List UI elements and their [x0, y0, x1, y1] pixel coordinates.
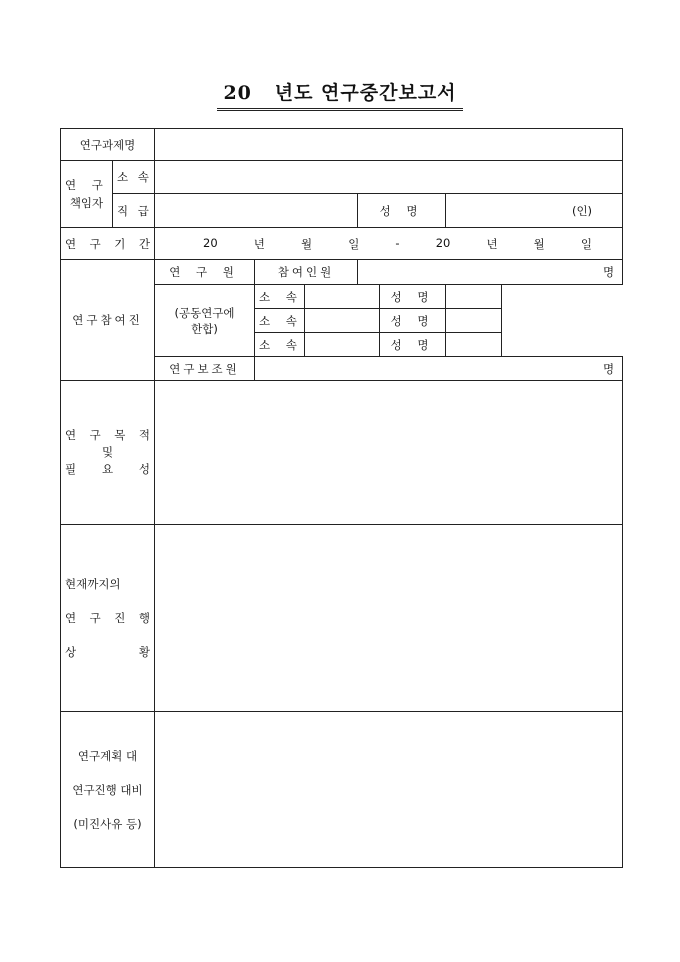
- pi-affiliation-field[interactable]: [155, 161, 623, 194]
- label-participant-count: 참여인원: [255, 260, 358, 285]
- seal-text: (인): [571, 203, 593, 218]
- row-progress: [61, 525, 623, 712]
- label-joint-line2: 한합): [191, 321, 218, 336]
- row-pi-affiliation: [61, 161, 623, 194]
- label-progress-line1: 현재까지의: [65, 577, 121, 591]
- row-plan-comparison: [61, 712, 623, 868]
- label-rank: 직 급: [113, 194, 155, 228]
- label-pi-line2: 책임자: [69, 196, 104, 210]
- period-field[interactable]: [155, 228, 623, 260]
- label-purpose-line2: 및: [101, 445, 114, 459]
- participant-count-unit: 명: [602, 265, 615, 279]
- co-affiliation-field-1[interactable]: [305, 285, 380, 309]
- label-progress-line3: 상 황: [65, 645, 151, 659]
- row-purpose: [61, 381, 623, 525]
- period-start-day-unit: 일: [348, 236, 360, 251]
- purpose-field[interactable]: [155, 381, 623, 525]
- label-project-name: 연구과제명: [61, 129, 155, 161]
- label-co-affiliation-1: 소 속: [255, 285, 305, 309]
- label-pi: [61, 161, 113, 228]
- label-name: 성 명: [358, 194, 446, 228]
- label-co-name-3: 성 명: [380, 333, 446, 357]
- pi-name-field[interactable]: [446, 194, 623, 228]
- row-pi-rank: [61, 194, 623, 228]
- label-progress: [61, 525, 155, 712]
- participant-count-field[interactable]: [358, 260, 623, 285]
- assistant-count-unit: 명: [602, 361, 615, 376]
- label-co-name-1: 성 명: [380, 285, 446, 309]
- label-period: 연 구 기 간: [61, 228, 155, 260]
- label-co-affiliation-3: 소 속: [255, 333, 305, 357]
- title-wrap: [150, 78, 530, 111]
- period-start-month-unit: 월: [300, 236, 313, 251]
- label-plan-line2: 연구진행 대비: [72, 782, 143, 797]
- project-name-field[interactable]: [155, 129, 623, 161]
- period-dash: -: [395, 235, 400, 250]
- label-plan-line1: 연구계획 대: [77, 748, 138, 763]
- period-end-year: 20: [435, 235, 451, 250]
- period-end-day-unit: 일: [580, 236, 592, 251]
- label-purpose: [61, 381, 155, 525]
- label-plan-line3: (미진사유 등): [73, 816, 142, 831]
- label-joint-research: [155, 285, 255, 357]
- co-name-field-3[interactable]: [446, 333, 502, 357]
- assistant-field[interactable]: [255, 357, 623, 381]
- period-start-year-unit: 년: [253, 236, 265, 251]
- label-pi-line1: 연 구: [65, 178, 109, 192]
- period-end-month-unit: 월: [533, 236, 545, 251]
- label-participants: 연구참여진: [61, 260, 155, 381]
- plan-comparison-field[interactable]: [155, 712, 623, 868]
- label-assistant: 연구보조원: [155, 357, 255, 381]
- label-joint-line1: (공동연구에: [174, 305, 235, 320]
- progress-field[interactable]: [155, 525, 623, 712]
- label-purpose-line3: 필 요 성: [65, 462, 151, 476]
- page-title: 20 년도 연구중간보고서: [217, 78, 462, 111]
- report-form: [60, 128, 623, 868]
- pi-rank-field[interactable]: [155, 194, 358, 228]
- label-progress-line2: 연 구 진 행: [65, 611, 151, 625]
- co-name-field-2[interactable]: [446, 309, 502, 333]
- period-end-year-unit: 년: [486, 236, 498, 251]
- label-co-affiliation-2: 소 속: [255, 309, 305, 333]
- row-researcher: [61, 260, 623, 285]
- label-purpose-line1: 연 구 목 적: [65, 428, 151, 442]
- period-start-year: 20: [203, 235, 218, 250]
- co-name-field-1[interactable]: [446, 285, 502, 309]
- label-plan-comparison: [61, 712, 155, 868]
- co-affiliation-field-3[interactable]: [305, 333, 380, 357]
- period-text: [159, 236, 618, 252]
- row-project-name: [61, 129, 623, 161]
- row-period: [61, 228, 623, 260]
- label-affiliation: 소 속: [113, 161, 155, 194]
- co-affiliation-field-2[interactable]: [305, 309, 380, 333]
- label-co-name-2: 성 명: [380, 309, 446, 333]
- label-researcher: 연 구 원: [155, 260, 255, 285]
